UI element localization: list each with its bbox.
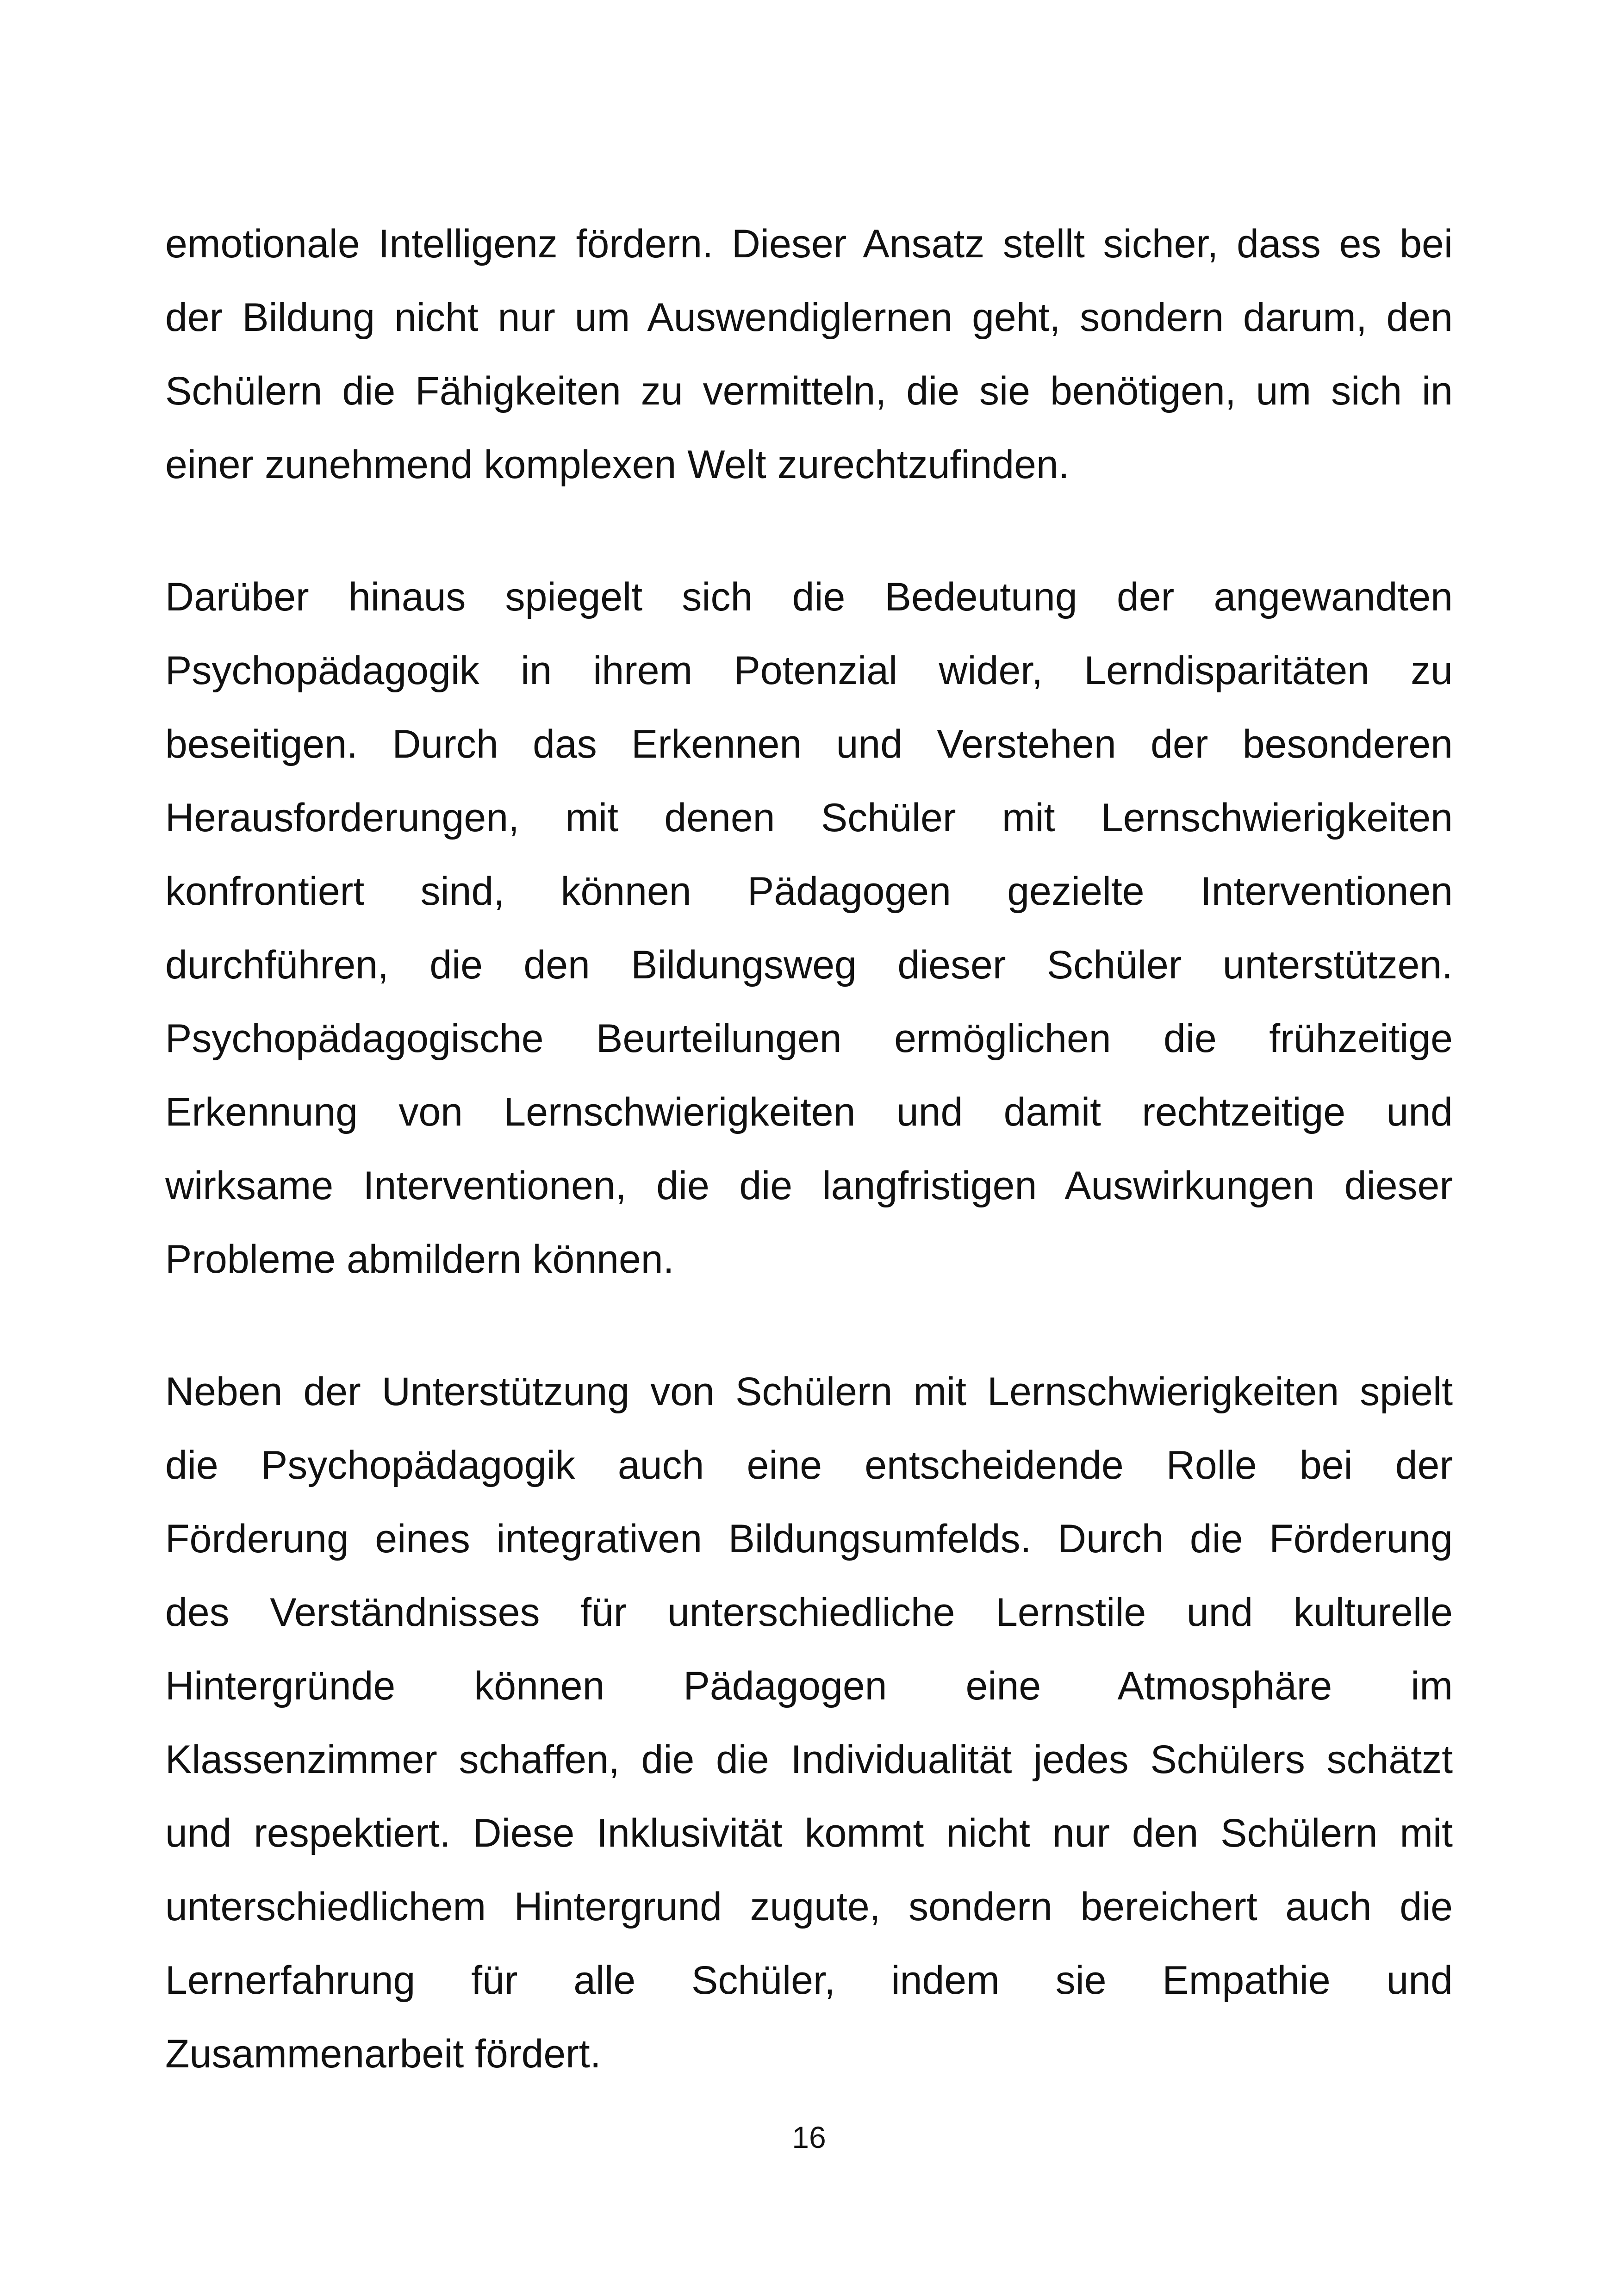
text-line: Klassenzimmer schaffen, die die Individualität jedes Schülers schätzt [165, 1737, 1453, 1782]
page-number: 16 [792, 2120, 826, 2154]
paragraph [165, 1355, 1453, 2091]
text-line: konfrontiert sind, können Pädagogen gezielte Interventionen [165, 869, 1453, 914]
text-line: Schülern die Fähigkeiten zu vermitteln, die sie benötigen, um sich in [165, 369, 1453, 413]
text-line: emotionale Intelligenz fördern. Dieser Ansatz stellt sicher, dass es bei [165, 222, 1453, 266]
text-line: der Bildung nicht nur um Auswendiglernen geht, sondern darum, den [165, 295, 1453, 340]
text-line: unterschiedlichem Hintergrund zugute, sondern bereichert auch die [165, 1885, 1453, 1929]
text-line: Lernerfahrung für alle Schüler, indem sie Empathie und [165, 1958, 1453, 2003]
paragraph [165, 560, 1453, 1296]
text-line: Neben der Unterstützung von Schülern mit Lernschwierigkeiten spielt [165, 1369, 1453, 1414]
paragraph [165, 207, 1453, 502]
text-line: Probleme abmildern können. [165, 1237, 674, 1282]
text-line: Hintergründe können Pädagogen eine Atmosphäre im [165, 1664, 1453, 1708]
text-line: einer zunehmend komplexen Welt zurechtzufinden. [165, 442, 1070, 487]
body-text [165, 207, 1453, 2150]
text-line: Erkennung von Lernschwierigkeiten und damit rechtzeitige und [165, 1090, 1453, 1134]
text-line: durchführen, die den Bildungsweg dieser Schüler unterstützen. [165, 943, 1453, 987]
text-line: Förderung eines integrativen Bildungsumfelds. Durch die Förderung [165, 1517, 1453, 1561]
text-line: und respektiert. Diese Inklusivität kommt nicht nur den Schülern mit [165, 1811, 1453, 1855]
text-line: Herausforderungen, mit denen Schüler mit Lernschwierigkeiten [165, 796, 1453, 840]
text-line: wirksame Interventionen, die die langfristigen Auswirkungen dieser [165, 1164, 1453, 1208]
text-line: Psychopädagogische Beurteilungen ermöglichen die frühzeitige [165, 1016, 1453, 1061]
text-line: des Verständnisses für unterschiedliche Lernstile und kulturelle [165, 1590, 1453, 1635]
text-line: Darüber hinaus spiegelt sich die Bedeutung der angewandten [165, 575, 1453, 619]
text-line: Zusammenarbeit fördert. [165, 2032, 601, 2076]
text-line: Psychopädagogik in ihrem Potenzial wider, Lerndisparitäten zu [165, 648, 1453, 693]
text-line: die Psychopädagogik auch eine entscheidende Rolle bei der [165, 1443, 1453, 1487]
text-line: beseitigen. Durch das Erkennen und Verstehen der besonderen [165, 722, 1453, 766]
